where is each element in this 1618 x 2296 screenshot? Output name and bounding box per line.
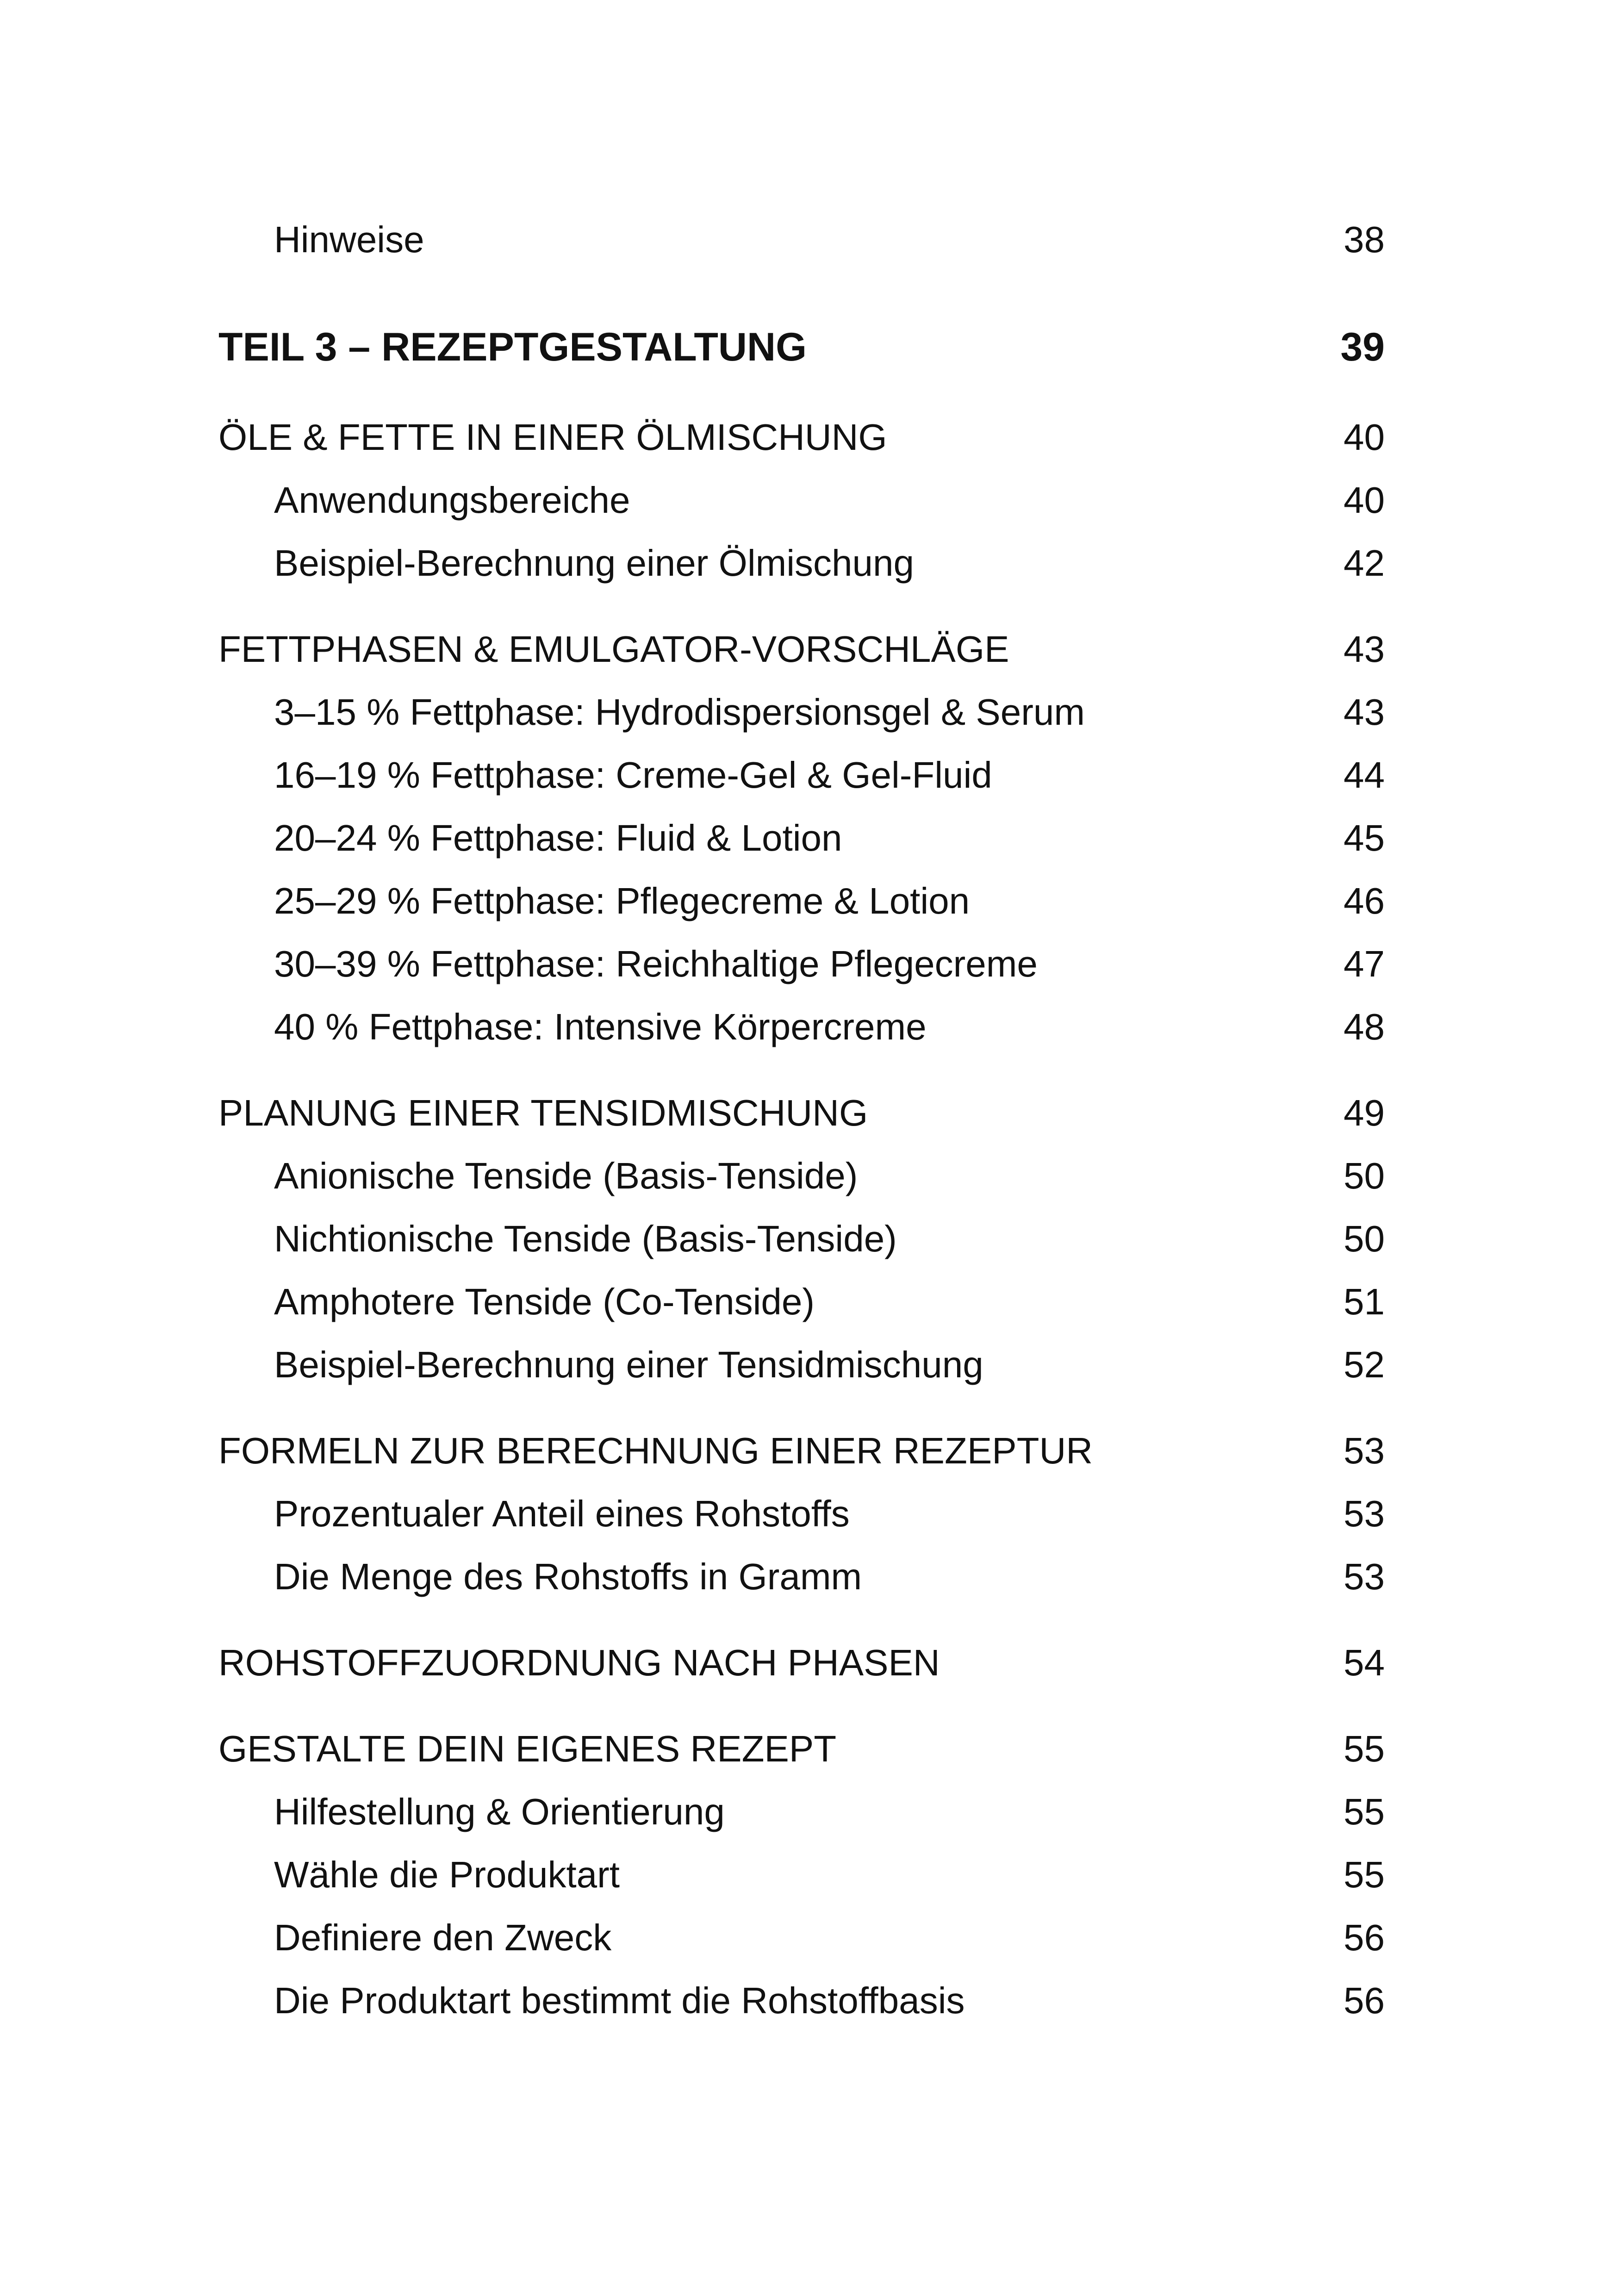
toc-entry-page: 51 [1344, 1281, 1385, 1322]
toc-section-eigenes-rezept[interactable] [218, 1724, 1385, 1774]
toc-entry-label: 3–15 % Fettphase: Hydrodispersionsgel & Serum [274, 691, 1085, 733]
toc-section-label: GESTALTE DEIN EIGENES REZEPT [218, 1728, 837, 1769]
toc-section-page: 49 [1344, 1092, 1385, 1133]
toc-section-page: 54 [1344, 1642, 1385, 1683]
toc-entry[interactable] [218, 1002, 1385, 1052]
toc-entry-label: 30–39 % Fettphase: Reichhaltige Pflegecreme [274, 943, 1038, 984]
toc-entry[interactable] [218, 1786, 1385, 1837]
toc-entry-page: 50 [1344, 1218, 1385, 1259]
toc-entry-page: 52 [1344, 1344, 1385, 1385]
toc-part-page: 39 [1340, 325, 1385, 369]
toc-section-page: 40 [1344, 417, 1385, 458]
toc-part-label: TEIL 3 – REZEPTGESTALTUNG [218, 325, 807, 369]
toc-entry-page: 38 [1344, 219, 1385, 260]
toc-entry[interactable] [218, 1849, 1385, 1900]
toc-entry[interactable] [218, 1912, 1385, 1963]
toc-section-fettphasen[interactable] [218, 624, 1385, 675]
toc-section-page: 53 [1344, 1430, 1385, 1471]
toc-section-label: PLANUNG EINER TENSIDMISCHUNG [218, 1092, 868, 1133]
toc-entry-label: Definiere den Zweck [274, 1917, 612, 1958]
toc-entry-page: 43 [1344, 691, 1385, 733]
toc-entry[interactable] [218, 1276, 1385, 1327]
toc-entry[interactable] [218, 939, 1385, 989]
toc-entry[interactable] [218, 813, 1385, 864]
toc-entry-label: Hinweise [274, 219, 424, 260]
toc-entry-page: 45 [1344, 817, 1385, 859]
toc-entry-label: Anwendungsbereiche [274, 479, 630, 521]
toc-entry-page: 56 [1344, 1917, 1385, 1958]
toc-section-rohstoffzuordnung[interactable] [218, 1637, 1385, 1688]
toc-entry[interactable] [218, 687, 1385, 738]
toc-entry-label: Amphotere Tenside (Co-Tenside) [274, 1281, 815, 1322]
toc-entry[interactable] [218, 1151, 1385, 1201]
toc-entry-label: Wähle die Produktart [274, 1854, 620, 1895]
toc-section-tensidmischung[interactable] [218, 1088, 1385, 1139]
toc-entry-label: Prozentualer Anteil eines Rohstoffs [274, 1493, 850, 1534]
toc-section-page: 55 [1344, 1728, 1385, 1769]
toc-entry-label: Anionische Tenside (Basis-Tenside) [274, 1155, 858, 1196]
toc-section-label: ÖLE & FETTE IN EINER ÖLMISCHUNG [218, 417, 887, 458]
toc-section-oele-fette[interactable] [218, 412, 1385, 463]
toc-entry-page: 53 [1344, 1493, 1385, 1534]
toc-section-page: 43 [1344, 628, 1385, 670]
toc-entry-label: Die Menge des Rohstoffs in Gramm [274, 1556, 862, 1597]
toc-part-heading[interactable] [218, 322, 1385, 373]
toc-entry[interactable] [218, 538, 1385, 589]
toc-entry-page: 48 [1344, 1006, 1385, 1047]
toc-entry-page: 56 [1344, 1980, 1385, 2021]
toc-entry-label: Die Produktart bestimmt die Rohstoffbasis [274, 1980, 965, 2021]
toc-entry-label: Beispiel-Berechnung einer Tensidmischung [274, 1344, 983, 1385]
toc-entry-page: 47 [1344, 943, 1385, 984]
toc-entry-label: 40 % Fettphase: Intensive Körpercreme [274, 1006, 927, 1047]
toc-entry[interactable] [218, 475, 1385, 526]
toc-entry-label: Hilfestellung & Orientierung [274, 1791, 725, 1832]
toc-section-label: FORMELN ZUR BERECHNUNG EINER REZEPTUR [218, 1430, 1093, 1471]
toc-entry[interactable] [218, 876, 1385, 927]
toc-entry-page: 40 [1344, 479, 1385, 521]
toc-entry-page: 44 [1344, 754, 1385, 796]
toc-section-label: ROHSTOFFZUORDNUNG NACH PHASEN [218, 1642, 940, 1683]
toc-entry-page: 53 [1344, 1556, 1385, 1597]
toc-entry-page: 55 [1344, 1791, 1385, 1832]
toc-entry-page: 55 [1344, 1854, 1385, 1895]
toc-entry[interactable] [218, 1551, 1385, 1602]
toc-entry[interactable] [218, 1213, 1385, 1264]
toc-entry[interactable] [218, 1975, 1385, 2026]
toc-entry-label: 16–19 % Fettphase: Creme-Gel & Gel-Fluid [274, 754, 992, 796]
toc-entry-label: 20–24 % Fettphase: Fluid & Lotion [274, 817, 842, 859]
toc-entry[interactable] [218, 1339, 1385, 1390]
toc-section-label: FETTPHASEN & EMULGATOR-VORSCHLÄGE [218, 628, 1009, 670]
toc-entry-label: Beispiel-Berechnung einer Ölmischung [274, 542, 914, 584]
toc-entry-label: 25–29 % Fettphase: Pflegecreme & Lotion [274, 880, 970, 921]
toc-entry-page: 50 [1344, 1155, 1385, 1196]
toc-entry[interactable] [218, 1488, 1385, 1539]
toc-entry-hinweise[interactable] [218, 214, 1385, 265]
toc-entry-label: Nichtionische Tenside (Basis-Tenside) [274, 1218, 897, 1259]
toc-entry[interactable] [218, 750, 1385, 801]
toc-section-formeln[interactable] [218, 1425, 1385, 1476]
toc-entry-page: 42 [1344, 542, 1385, 584]
toc-entry-page: 46 [1344, 880, 1385, 921]
